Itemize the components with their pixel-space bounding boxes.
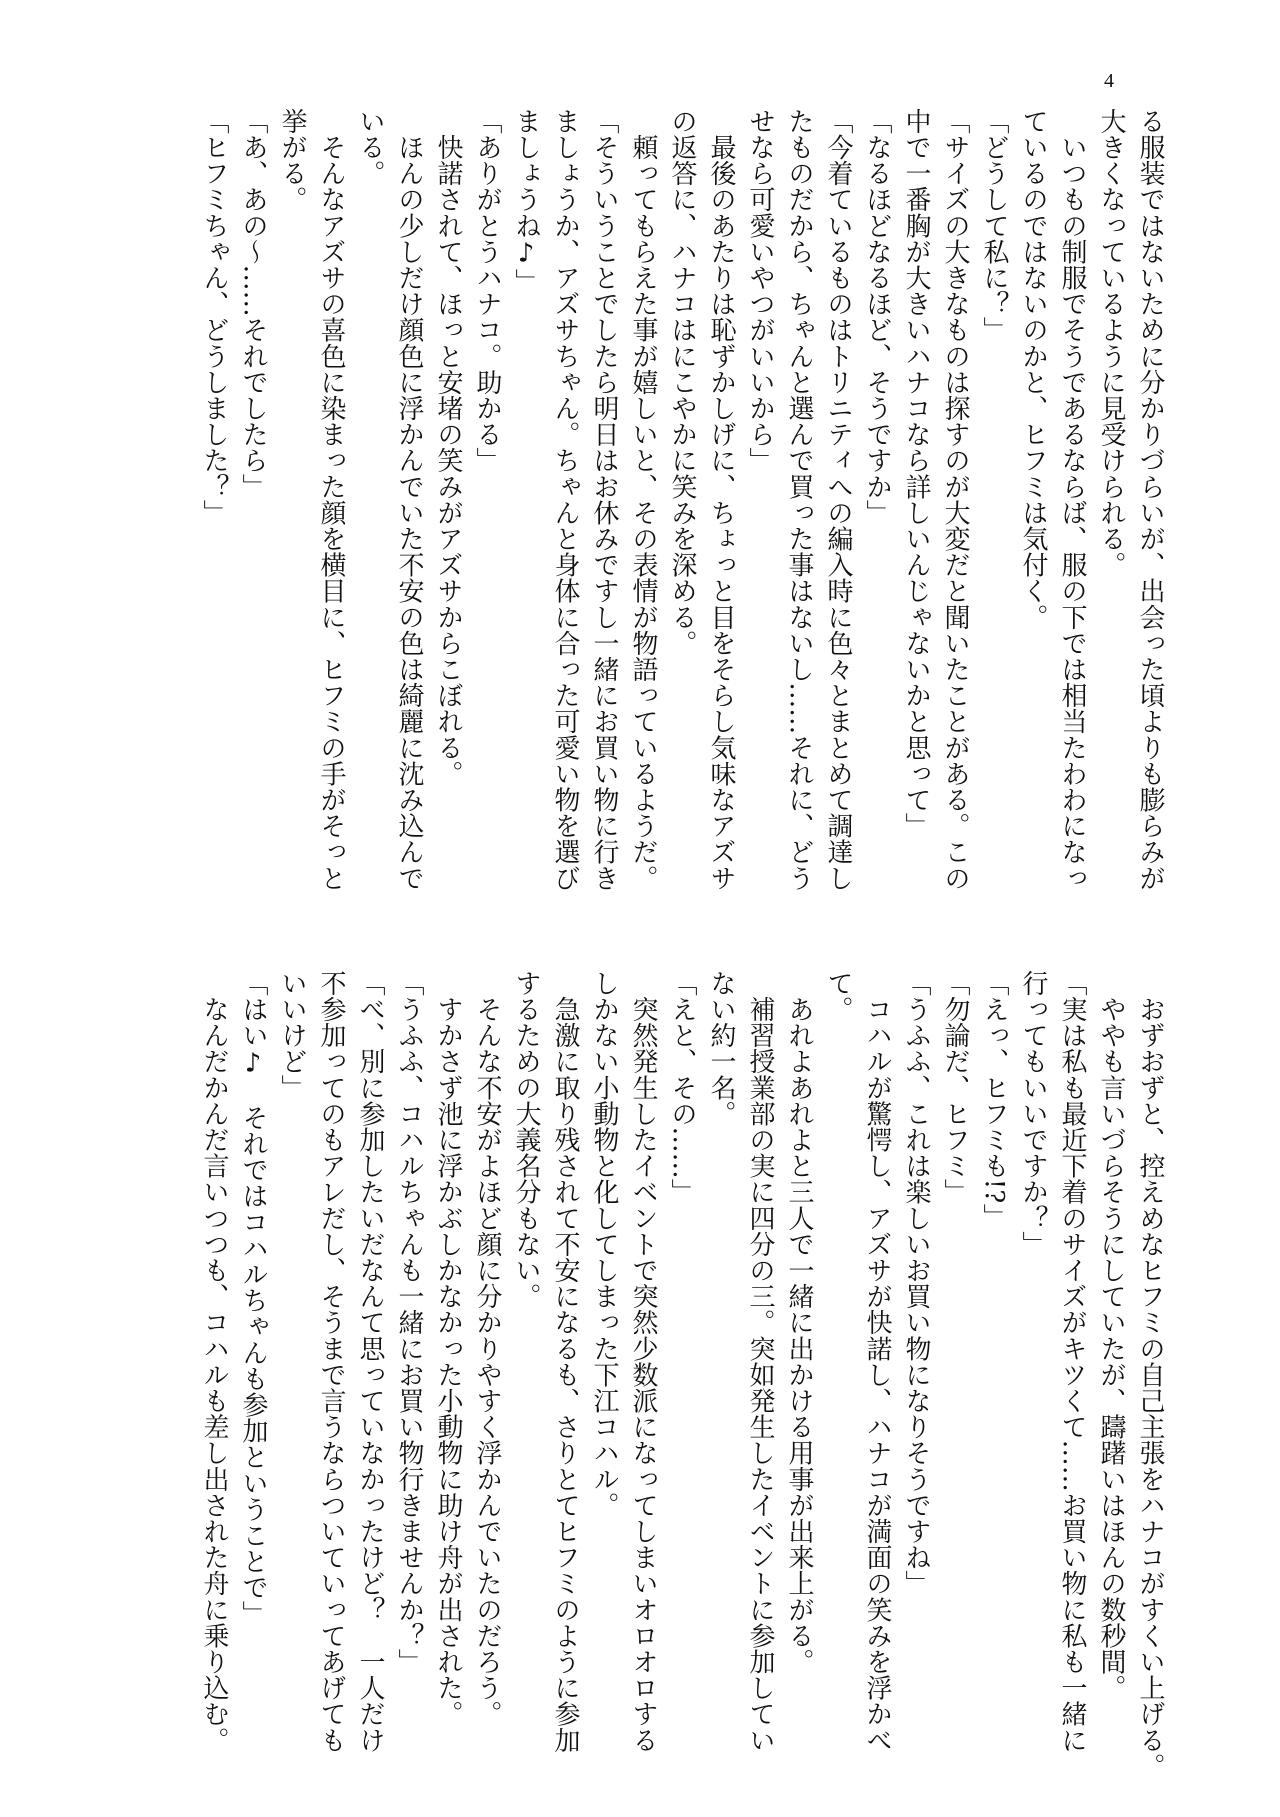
- text-line: 補習授業部の実に四分の三。突如発生したイベントに参加してい: [745, 970, 775, 1753]
- text-line: 行ってもいいですか？」: [1018, 970, 1048, 1258]
- text-line: 「あ、あの～……それでしたら」: [238, 108, 268, 500]
- text-line: すかさず池に浮かぶしかなかった小動物に助け舟が出された。: [433, 970, 463, 1727]
- text-line: 不参加ってのもアレだし、そうまで言うならついていってあげても: [316, 970, 346, 1753]
- text-line: そんなアズサの喜色に染まった顔を横目に、ヒフミの手がそっと: [316, 108, 346, 891]
- text-line: せなら可愛いやつがいいから」: [745, 108, 775, 474]
- text-line: しかない小動物と化してしまった下江コハル。: [589, 970, 619, 1519]
- text-line: 「サイズの大きなものは探すのが大変だと聞いたことがある。この: [940, 108, 970, 891]
- text-line: 「勿論だ、ヒフミ」: [940, 970, 970, 1205]
- text-line: 突然発生したイベントで突然少数派になってしまいオロオロする: [628, 970, 658, 1753]
- text-line: 挙がる。: [277, 108, 307, 213]
- text-line: 「そういうことでしたら明日はお休みですし一緒にお買い物に行き: [589, 108, 619, 891]
- text-line: いる。: [355, 108, 385, 187]
- text-line: するための大義名分もない。: [511, 970, 541, 1310]
- text-line: 急激に取り残されて不安になるも、さりとてヒフミのように参加: [550, 970, 580, 1753]
- text-line: ましょうか、アズサちゃん。ちゃんと身体に合った可愛い物を選び: [550, 108, 580, 891]
- text-line: る服装ではないために分かりづらいが、出会った頃よりも膨らみが: [1135, 108, 1165, 891]
- text-line: ない約一名。: [706, 970, 736, 1127]
- text-line: 「うふふ、コハルちゃんも一緒にお買い物行きませんか？」: [394, 970, 424, 1675]
- text-line: そんな不安がよほど顔に分かりやすく浮かんでいたのだろう。: [472, 970, 502, 1727]
- text-line: 大きくなっているように見受けられる。: [1096, 108, 1126, 578]
- text-line: ましょうね♪」: [511, 108, 541, 295]
- text-line: の返答に、ハナコはにこやかに笑みを深める。: [667, 108, 697, 657]
- text-line: 頼ってもらえた事が嬉しいと、その表情が物語っているようだ。: [628, 108, 658, 891]
- text-line: ほんの少しだけ顔色に浮かんでいた不安の色は綺麗に沈み込んで: [394, 108, 424, 891]
- text-line: 「実は私も最近下着のサイズがキツくて……お買い物に私も一緒に: [1057, 970, 1087, 1753]
- text-line: ているのではないのかと、ヒフミは気付く。: [1018, 108, 1048, 630]
- text-line: て。: [823, 970, 853, 1023]
- text-line: 「べ、別に参加したいだなんて思っていなかったけど？ 一人だけ: [355, 970, 385, 1753]
- text-line: 快諾されて、ほっと安堵の笑みがアズサからこぼれる。: [433, 108, 463, 787]
- text-line: なんだかんだ言いつつも、コハルも差し出された舟に乗り込む。: [199, 970, 229, 1753]
- text-line: おずおずと、控えめなヒフミの自己主張をハナコがすくい上げる。: [1135, 970, 1165, 1780]
- text-line: たものだから、ちゃんと選んで買った事はないし……それに、どう: [784, 108, 814, 891]
- text-line: 最後のあたりは恥ずかしげに、ちょっと目をそらし気味なアズサ: [706, 108, 736, 891]
- page-number: 4: [1104, 70, 1114, 92]
- text-line: 「えっ、ヒフミも!?」: [979, 970, 1009, 1230]
- text-line: コハルが驚愕し、アズサが快諾し、ハナコが満面の笑みを浮かべ: [862, 970, 892, 1753]
- text-line: 「どうして私に？」: [979, 108, 1009, 343]
- text-line: いつもの制服でそうであるならば、服の下では相当たわわになっ: [1057, 108, 1087, 891]
- text-line: あれよあれよと三人で一緒に出かける用事が出来上がる。: [784, 970, 814, 1675]
- text-line: 中で一番胸が大きいハナコなら詳しいんじゃないかと思って」: [901, 108, 931, 839]
- text-line: ややも言いづらそうにしていたが、躊躇いはほんの数秒間。: [1096, 970, 1126, 1701]
- text-line: いいけど」: [277, 970, 307, 1101]
- text-line: 「なるほどなるほど、そうですか」: [862, 108, 892, 526]
- text-line: 「ヒフミちゃん、どうしました？」: [199, 108, 229, 526]
- text-block-top: [194, 108, 1169, 898]
- text-line: 「今着ているものはトリニティへの編入時に色々とまとめて調達し: [823, 108, 853, 891]
- text-line: 「えと、その……」: [667, 970, 697, 1205]
- text-line: 「うふふ、これは楽しいお買い物になりそうですね」: [901, 970, 931, 1597]
- text-block-bottom: [194, 970, 1169, 1780]
- text-line: 「ありがとうハナコ。助かる」: [472, 108, 502, 474]
- text-line: 「はい♪ それではコハルちゃんも参加ということで」: [238, 970, 268, 1627]
